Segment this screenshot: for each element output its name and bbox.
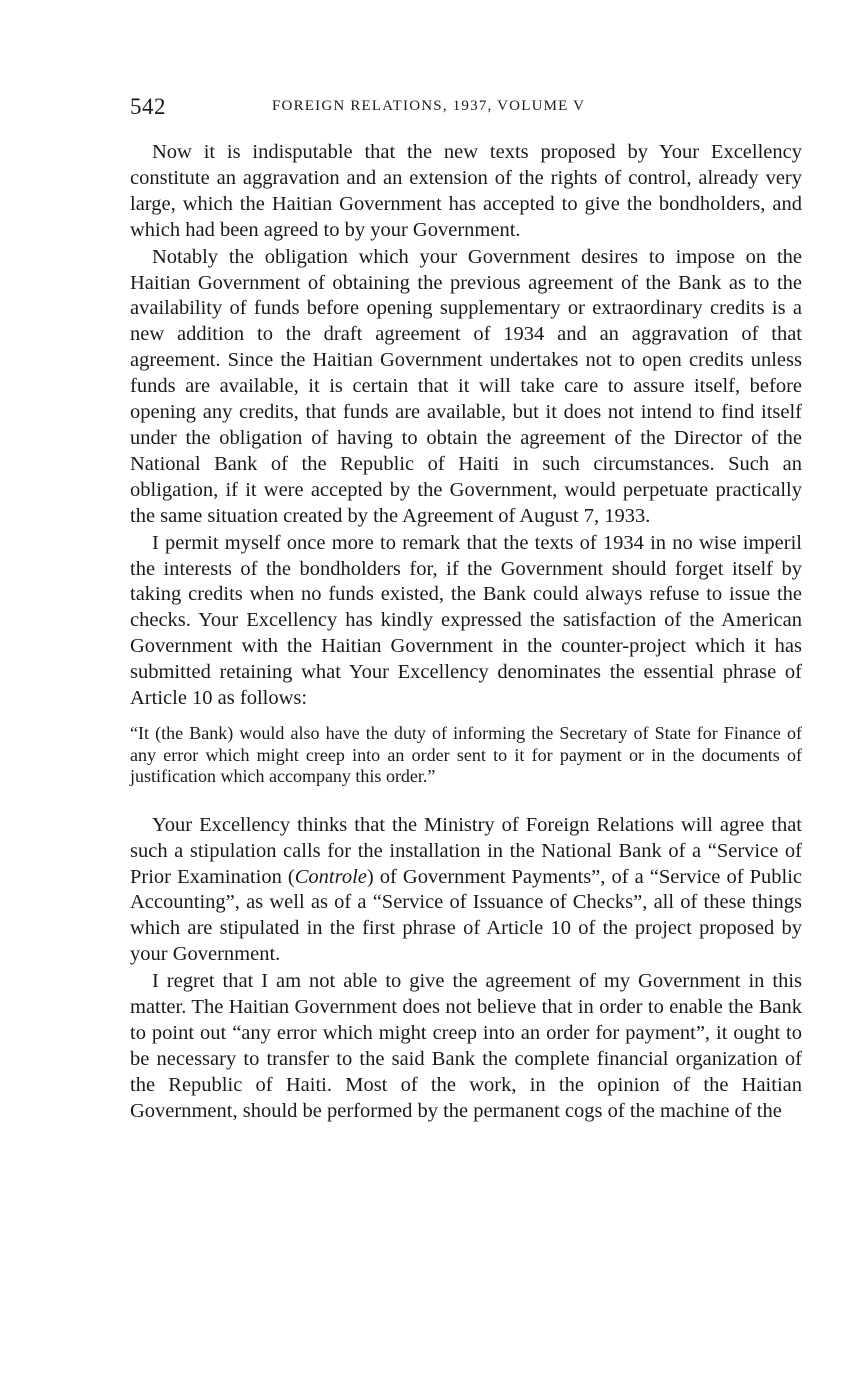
- block-quote: “It (the Bank) would also have the duty of informing the Secretary of State for Finance of any error which might creep into an order sent to it for payment or in the documents of justification which accompany this order.”: [130, 722, 802, 787]
- paragraph-5: I regret that I am not able to give the agreement of my Government in this matter. The Haitian Government does not believe that in order to enable the Bank to point out “any error which might creep into an order for payment”, it ought to be necessary to transfer to the said Bank the complete financial organization of the Republic of Haiti. Most of the work, in the opinion of the Haitian Government, should be performed by the permanent cogs of the machine of the: [130, 970, 802, 1122]
- paragraph-1: Now it is indisputable that the new texts proposed by Your Excellency constitute an aggravation and an extension of the rights of control, already very large, which the Haitian Government has accepted to give the bondholders, and which had been agreed to by your Government.: [130, 141, 802, 241]
- running-head: FOREIGN RELATIONS, 1937, VOLUME V: [272, 98, 586, 114]
- body-text: [130, 140, 802, 1125]
- paragraph-2: Notably the obligation which your Government desires to impose on the Haitian Government of obtaining the previous agreement of the Bank as to the availability of funds before opening supplementary or extraordinary credits is a new addition to the draft agreement of 1934 and an aggravation of that agreement. Since the Haitian Government undertakes not to open credits unless funds are available, it is certain that it will take care to assure itself, before opening any credits, that funds are available, but it does not intend to find itself under the obligation of having to obtain the agreement of the Director of the National Bank of the Republic of Haiti in such circumstances. Such an obligation, if it were accepted by the Government, would perpetuate practically the same situation created by the Agreement of August 7, 1933.: [130, 245, 802, 527]
- paragraph-4-text-a: Your Excellency thinks that the Ministry of Foreign Relations will agree that such a stipulation calls for the installation in the National Bank of a “Service of Prior Examination (: [130, 813, 802, 888]
- paragraph-3: I permit myself once more to remark that the texts of 1934 in no wise imperil the interests of the bondholders for, if the Government should forget itself by taking credits when no funds existed, the Bank could always refuse to issue the checks. Your Excellency has kindly expressed the satisfaction of the American Government with the Haitian Government in the counter-project which it has submitted retaining what Your Excellency denominates the essential phrase of Article 10 as follows:: [130, 531, 802, 710]
- page-number: 542: [130, 94, 166, 119]
- paragraph-4: [130, 813, 802, 968]
- paragraph-4-italic-term: Controle: [294, 865, 367, 888]
- paragraph-4-text-b: ) of Government Payments”, of a “Service of Public Accounting”, as well as of a “Service of Issuance of Checks”, all of these things which are stipulated in the first phrase of Article 10 of the project proposed by your Government.: [130, 865, 802, 966]
- page-header: [130, 94, 802, 120]
